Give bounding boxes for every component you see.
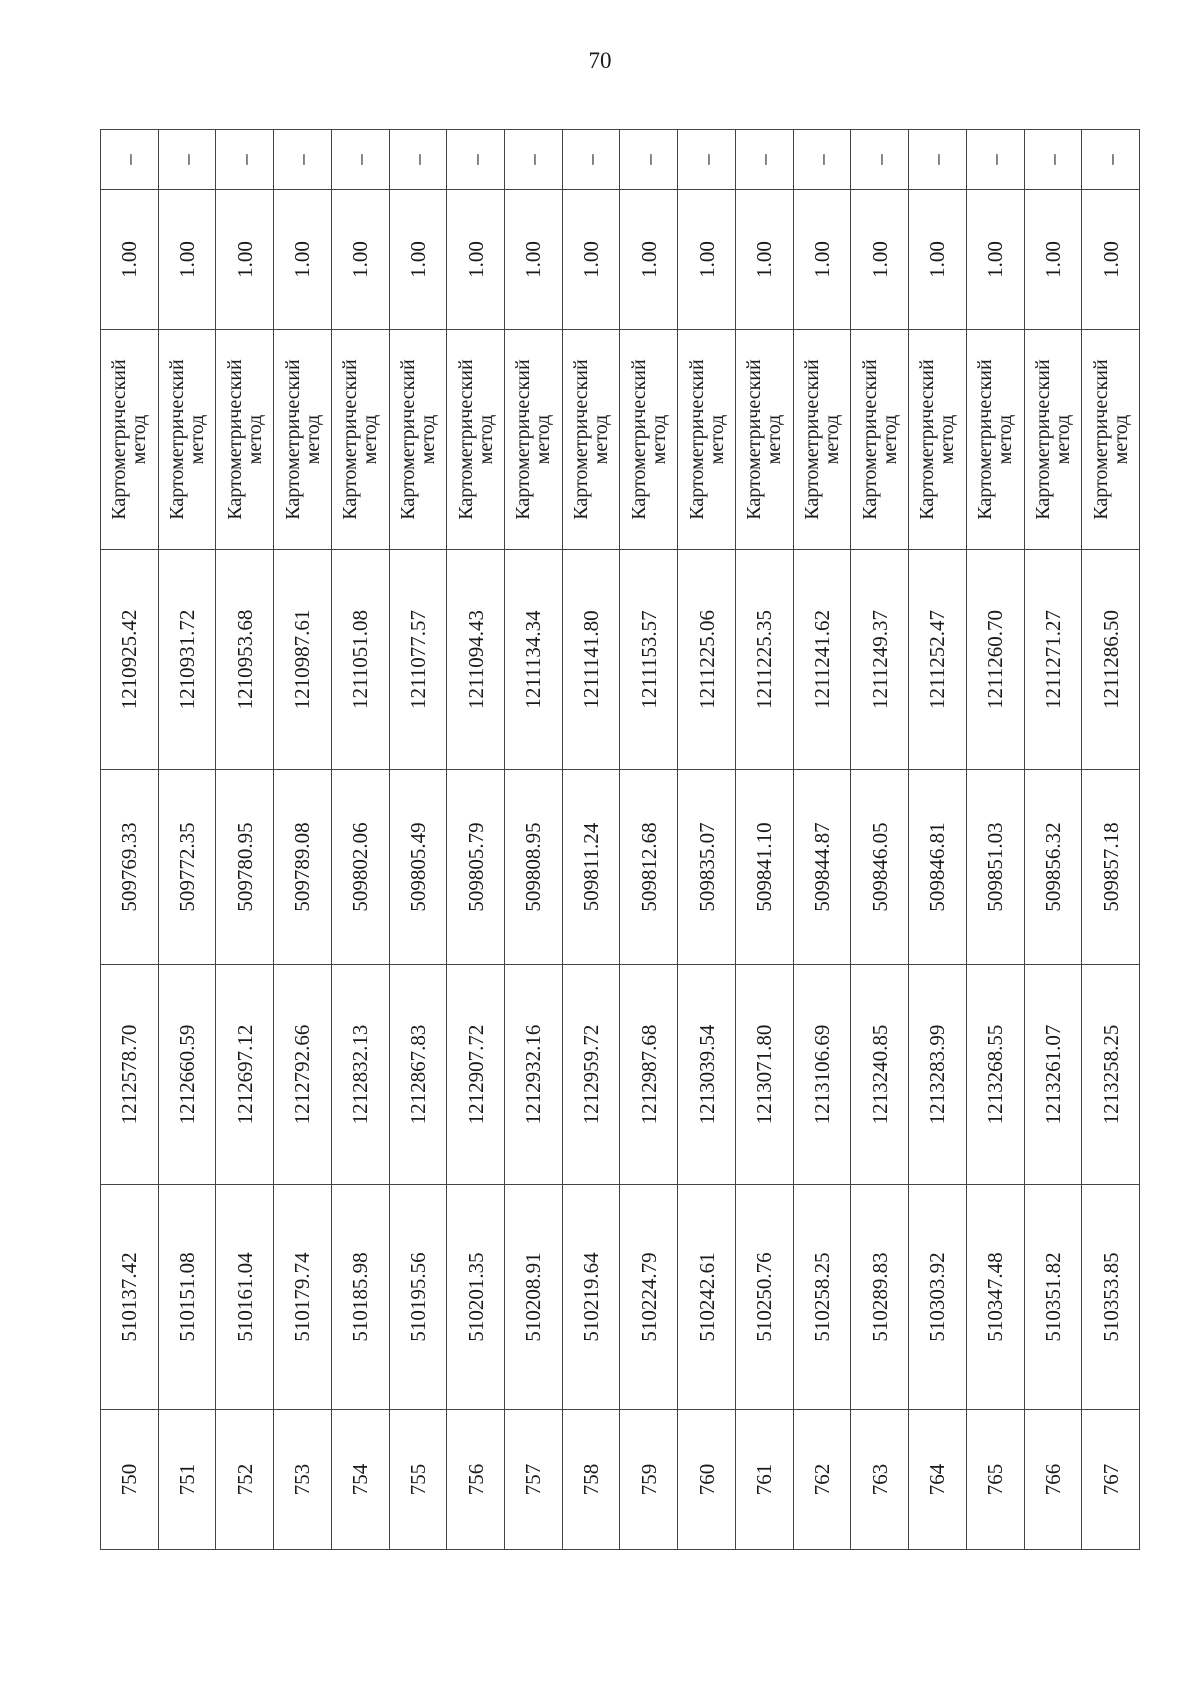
y1-coordinate-cell: 1213071.80 (735, 965, 793, 1185)
point-number-cell: 759 (620, 1410, 678, 1550)
y1-coordinate-cell: 1212792.66 (274, 965, 332, 1185)
x2-coordinate-cell: 509857.18 (1082, 770, 1140, 965)
x1-coordinate-cell: 510195.56 (389, 1185, 447, 1410)
x2-coordinate-cell: 509769.33 (101, 770, 159, 965)
point-number-cell: 754 (331, 1410, 389, 1550)
page-number: 70 (588, 48, 612, 73)
x1-coordinate-cell: 510351.82 (1024, 1185, 1082, 1410)
accuracy-cell: 1.00 (678, 190, 736, 330)
table-row (158, 130, 216, 1550)
y1-coordinate-cell: 1213268.55 (966, 965, 1024, 1185)
accuracy-cell: 1.00 (274, 190, 332, 330)
method-cell: Картометрический метод (389, 330, 447, 550)
accuracy-cell: 1.00 (447, 190, 505, 330)
y1-coordinate-cell: 1212987.68 (620, 965, 678, 1185)
y1-coordinate-cell: 1213240.85 (851, 965, 909, 1185)
table-row (1024, 130, 1082, 1550)
accuracy-cell: 1.00 (851, 190, 909, 330)
y1-coordinate-cell: 1212832.13 (331, 965, 389, 1185)
table-row (735, 130, 793, 1550)
method-cell: Картометрический метод (101, 330, 159, 550)
note-cell: – (216, 130, 274, 190)
point-number-cell: 758 (562, 1410, 620, 1550)
x2-coordinate-cell: 509802.06 (331, 770, 389, 965)
method-cell: Картометрический метод (909, 330, 967, 550)
point-number-cell: 767 (1082, 1410, 1140, 1550)
x2-coordinate-cell: 509846.81 (909, 770, 967, 965)
accuracy-cell: 1.00 (158, 190, 216, 330)
table-row (678, 130, 736, 1550)
accuracy-cell: 1.00 (101, 190, 159, 330)
x1-coordinate-cell: 510208.91 (505, 1185, 563, 1410)
accuracy-cell: 1.00 (1082, 190, 1140, 330)
note-cell: – (101, 130, 159, 190)
method-cell: Картометрический метод (735, 330, 793, 550)
method-cell: Картометрический метод (331, 330, 389, 550)
y1-coordinate-cell: 1212697.12 (216, 965, 274, 1185)
y2-coordinate-cell: 1211252.47 (909, 550, 967, 770)
method-cell: Картометрический метод (505, 330, 563, 550)
point-number-cell: 757 (505, 1410, 563, 1550)
x2-coordinate-cell: 509851.03 (966, 770, 1024, 965)
note-cell: – (735, 130, 793, 190)
table-row (505, 130, 563, 1550)
x2-coordinate-cell: 509780.95 (216, 770, 274, 965)
y1-coordinate-cell: 1213258.25 (1082, 965, 1140, 1185)
point-number-cell: 752 (216, 1410, 274, 1550)
point-number-cell: 766 (1024, 1410, 1082, 1550)
method-cell: Картометрический метод (274, 330, 332, 550)
table-row (620, 130, 678, 1550)
x1-coordinate-cell: 510137.42 (101, 1185, 159, 1410)
table-row (389, 130, 447, 1550)
point-number-cell: 763 (851, 1410, 909, 1550)
note-cell: – (1024, 130, 1082, 190)
y1-coordinate-cell: 1212959.72 (562, 965, 620, 1185)
table-row (447, 130, 505, 1550)
method-cell: Картометрический метод (1024, 330, 1082, 550)
y2-coordinate-cell: 1210987.61 (274, 550, 332, 770)
x1-coordinate-cell: 510258.25 (793, 1185, 851, 1410)
accuracy-cell: 1.00 (216, 190, 274, 330)
accuracy-cell: 1.00 (331, 190, 389, 330)
y2-coordinate-cell: 1211134.34 (505, 550, 563, 770)
point-number-cell: 755 (389, 1410, 447, 1550)
note-cell: – (158, 130, 216, 190)
y2-coordinate-cell: 1211077.57 (389, 550, 447, 770)
table-row (274, 130, 332, 1550)
method-cell: Картометрический метод (620, 330, 678, 550)
y1-coordinate-cell: 1213261.07 (1024, 965, 1082, 1185)
note-cell: – (966, 130, 1024, 190)
method-cell: Картометрический метод (447, 330, 505, 550)
y1-coordinate-cell: 1212660.59 (158, 965, 216, 1185)
y2-coordinate-cell: 1211249.37 (851, 550, 909, 770)
note-cell: – (562, 130, 620, 190)
method-cell: Картометрический метод (966, 330, 1024, 550)
x1-coordinate-cell: 510151.08 (158, 1185, 216, 1410)
y1-coordinate-cell: 1212578.70 (101, 965, 159, 1185)
y1-coordinate-cell: 1212867.83 (389, 965, 447, 1185)
x2-coordinate-cell: 509805.79 (447, 770, 505, 965)
y1-coordinate-cell: 1212932.16 (505, 965, 563, 1185)
note-cell: – (678, 130, 736, 190)
x2-coordinate-cell: 509835.07 (678, 770, 736, 965)
x1-coordinate-cell: 510185.98 (331, 1185, 389, 1410)
point-number-cell: 765 (966, 1410, 1024, 1550)
x1-coordinate-cell: 510161.04 (216, 1185, 274, 1410)
point-number-cell: 761 (735, 1410, 793, 1550)
table-row (966, 130, 1024, 1550)
accuracy-cell: 1.00 (505, 190, 563, 330)
x1-coordinate-cell: 510219.64 (562, 1185, 620, 1410)
x1-coordinate-cell: 510347.48 (966, 1185, 1024, 1410)
y2-coordinate-cell: 1211094.43 (447, 550, 505, 770)
y2-coordinate-cell: 1211153.57 (620, 550, 678, 770)
x2-coordinate-cell: 509789.08 (274, 770, 332, 965)
method-cell: Картометрический метод (562, 330, 620, 550)
accuracy-cell: 1.00 (966, 190, 1024, 330)
accuracy-cell: 1.00 (735, 190, 793, 330)
point-number-cell: 756 (447, 1410, 505, 1550)
x2-coordinate-cell: 509844.87 (793, 770, 851, 965)
note-cell: – (793, 130, 851, 190)
method-cell: Картометрический метод (216, 330, 274, 550)
table-body (101, 130, 1140, 1550)
note-cell: – (331, 130, 389, 190)
x1-coordinate-cell: 510242.61 (678, 1185, 736, 1410)
accuracy-cell: 1.00 (793, 190, 851, 330)
y2-coordinate-cell: 1211141.80 (562, 550, 620, 770)
note-cell: – (909, 130, 967, 190)
note-cell: – (447, 130, 505, 190)
x1-coordinate-cell: 510179.74 (274, 1185, 332, 1410)
accuracy-cell: 1.00 (620, 190, 678, 330)
y2-coordinate-cell: 1211286.50 (1082, 550, 1140, 770)
table-row (101, 130, 159, 1550)
x1-coordinate-cell: 510353.85 (1082, 1185, 1140, 1410)
note-cell: – (851, 130, 909, 190)
method-cell: Картометрический метод (1082, 330, 1140, 550)
note-cell: – (620, 130, 678, 190)
y2-coordinate-cell: 1211241.62 (793, 550, 851, 770)
x2-coordinate-cell: 509856.32 (1024, 770, 1082, 965)
table-row (851, 130, 909, 1550)
y2-coordinate-cell: 1210925.42 (101, 550, 159, 770)
table-row (793, 130, 851, 1550)
y2-coordinate-cell: 1211260.70 (966, 550, 1024, 770)
y2-coordinate-cell: 1210931.72 (158, 550, 216, 770)
x1-coordinate-cell: 510289.83 (851, 1185, 909, 1410)
y2-coordinate-cell: 1211051.08 (331, 550, 389, 770)
x2-coordinate-cell: 509846.05 (851, 770, 909, 965)
y1-coordinate-cell: 1213106.69 (793, 965, 851, 1185)
accuracy-cell: 1.00 (562, 190, 620, 330)
table-row (562, 130, 620, 1550)
point-number-cell: 764 (909, 1410, 967, 1550)
rotated-table-container (100, 130, 1140, 1550)
x2-coordinate-cell: 509841.10 (735, 770, 793, 965)
table-row (216, 130, 274, 1550)
point-number-cell: 753 (274, 1410, 332, 1550)
coordinates-table (100, 129, 1140, 1550)
x2-coordinate-cell: 509811.24 (562, 770, 620, 965)
method-cell: Картометрический метод (158, 330, 216, 550)
point-number-cell: 750 (101, 1410, 159, 1550)
y2-coordinate-cell: 1211271.27 (1024, 550, 1082, 770)
y2-coordinate-cell: 1210953.68 (216, 550, 274, 770)
y2-coordinate-cell: 1211225.06 (678, 550, 736, 770)
note-cell: – (1082, 130, 1140, 190)
point-number-cell: 751 (158, 1410, 216, 1550)
accuracy-cell: 1.00 (909, 190, 967, 330)
x1-coordinate-cell: 510303.92 (909, 1185, 967, 1410)
note-cell: – (389, 130, 447, 190)
x2-coordinate-cell: 509808.95 (505, 770, 563, 965)
y1-coordinate-cell: 1212907.72 (447, 965, 505, 1185)
method-cell: Картометрический метод (851, 330, 909, 550)
y1-coordinate-cell: 1213039.54 (678, 965, 736, 1185)
accuracy-cell: 1.00 (1024, 190, 1082, 330)
table-row (909, 130, 967, 1550)
accuracy-cell: 1.00 (389, 190, 447, 330)
point-number-cell: 760 (678, 1410, 736, 1550)
x2-coordinate-cell: 509772.35 (158, 770, 216, 965)
x1-coordinate-cell: 510250.76 (735, 1185, 793, 1410)
x1-coordinate-cell: 510224.79 (620, 1185, 678, 1410)
method-cell: Картометрический метод (678, 330, 736, 550)
note-cell: – (505, 130, 563, 190)
y2-coordinate-cell: 1211225.35 (735, 550, 793, 770)
table-row (331, 130, 389, 1550)
x2-coordinate-cell: 509812.68 (620, 770, 678, 965)
x2-coordinate-cell: 509805.49 (389, 770, 447, 965)
method-cell: Картометрический метод (793, 330, 851, 550)
x1-coordinate-cell: 510201.35 (447, 1185, 505, 1410)
table-row (1082, 130, 1140, 1550)
note-cell: – (274, 130, 332, 190)
point-number-cell: 762 (793, 1410, 851, 1550)
y1-coordinate-cell: 1213283.99 (909, 965, 967, 1185)
